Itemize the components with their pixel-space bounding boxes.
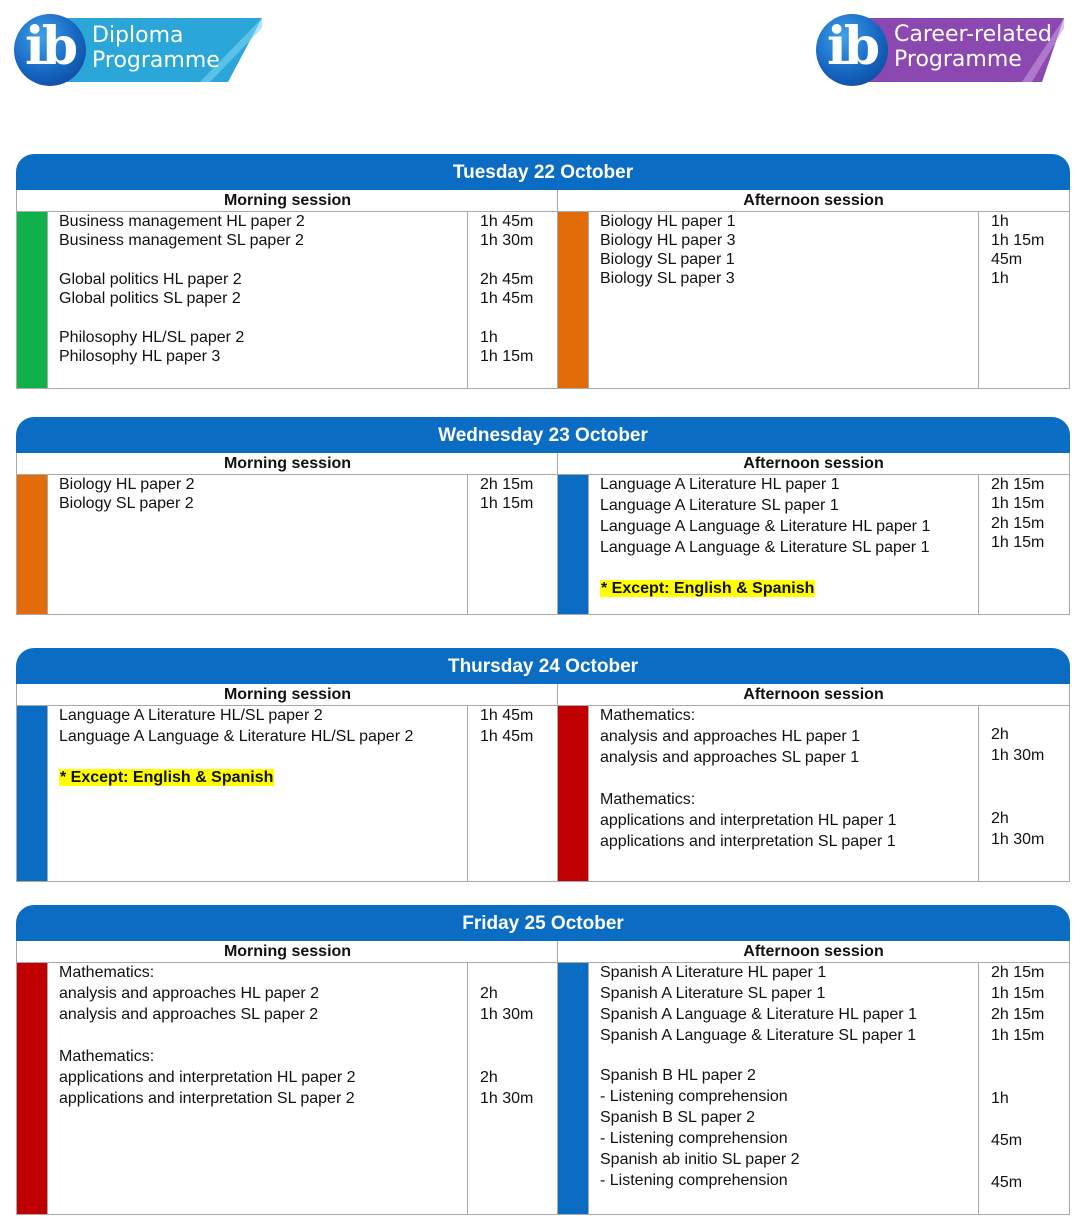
duration: 1h 45m [480,290,534,307]
subject-line: Language A Language & Literature HL/SL paper 2 [59,728,414,745]
day-title: Tuesday 22 October [16,154,1070,190]
subject-line: applications and interpretation HL paper 2 [59,1069,356,1086]
day-table [16,684,1070,882]
subject-line: Philosophy HL/SL paper 2 [59,329,245,346]
except-note [600,579,815,599]
divider [978,475,979,614]
subject-line: Biology HL paper 1 [600,213,736,230]
subject-line: Global politics HL paper 2 [59,271,242,288]
subject-line: Philosophy HL paper 3 [59,348,221,365]
subject-line: Biology SL paper 2 [59,495,194,512]
duration: 1h 30m [480,1090,534,1107]
afternoon-session-header: Afternoon session [558,684,1069,706]
divider [978,963,979,1214]
logo-line-2: Programme [894,47,1022,72]
diploma-programme-logo [14,12,262,90]
duration: 2h 15m [480,476,534,493]
duration: 1h 15m [991,495,1045,512]
duration: 1h 45m [480,213,534,230]
subject-line: Spanish A Language & Literature SL paper 1 [600,1027,917,1044]
day-title: Thursday 24 October [16,648,1070,684]
divider [588,212,589,388]
logo-line-1: Diploma [92,23,184,48]
highlighted-note: * Except: English & Spanish [601,580,815,597]
subject-line: - Listening comprehension [600,1088,788,1105]
subject-line: Mathematics: [59,1048,155,1065]
subject-line: Spanish A Literature SL paper 1 [600,985,826,1002]
ib-logo-circle: ib [816,14,888,86]
subject-line: Language A Literature SL paper 1 [600,497,839,514]
logo-line-1: Career-related [894,22,1052,47]
duration: 1h 15m [991,232,1045,249]
duration: 1h 30m [991,831,1045,848]
duration: 1h [991,1090,1009,1107]
day-title: Friday 25 October [16,905,1070,941]
subject-line: Mathematics: [59,964,155,981]
duration: 1h 15m [480,495,534,512]
day-table [16,453,1070,615]
subject-line: Language A Literature HL/SL paper 2 [59,707,323,724]
duration: 1h [991,213,1009,230]
subject-line: Biology SL paper 1 [600,251,735,268]
duration: 45m [991,1132,1023,1149]
divider [588,475,589,614]
subject-line: Business management HL paper 2 [59,213,305,230]
afternoon-session-header: Afternoon session [558,453,1069,475]
subject-line: - Listening comprehension [600,1130,788,1147]
day-table [16,941,1070,1215]
day-table [16,190,1070,389]
duration: 1h 15m [991,534,1045,551]
duration: 1h 45m [480,728,534,745]
day-title: Wednesday 23 October [16,417,1070,453]
subject-line: Biology HL paper 3 [600,232,736,249]
morning-subject-color-bar [17,963,47,1214]
subject-line: Spanish B HL paper 2 [600,1067,756,1084]
subject-line: Language A Language & Literature HL paper 1 [600,518,931,535]
duration: 2h [991,810,1009,827]
subject-line: Spanish A Language & Literature HL paper 1 [600,1006,917,1023]
logo-line-2: Programme [92,48,220,73]
divider [47,475,48,614]
subject-line: Language A Literature HL paper 1 [600,476,840,493]
day-block-wednesday [16,417,1070,615]
divider [467,706,468,881]
morning-session-header: Morning session [17,941,558,963]
divider [467,963,468,1214]
afternoon-session-header: Afternoon session [558,941,1069,963]
subject-line: Business management SL paper 2 [59,232,304,249]
duration: 1h 30m [991,747,1045,764]
morning-session-header: Morning session [17,453,558,475]
afternoon-subject-color-bar [558,212,588,388]
subject-line: applications and interpretation HL paper 1 [600,812,897,829]
subject-line: Biology SL paper 3 [600,270,735,287]
duration: 2h 15m [991,964,1045,981]
duration: 1h 30m [480,1006,534,1023]
subject-line: Mathematics: [600,791,696,808]
duration: 2h 15m [991,1006,1045,1023]
duration: 1h [991,270,1009,287]
divider [978,212,979,388]
subject-line: analysis and approaches SL paper 1 [600,749,860,766]
career-related-programme-logo [816,12,1066,90]
duration: 2h [480,1069,498,1086]
subject-line: analysis and approaches HL paper 2 [59,985,320,1002]
subject-line: applications and interpretation SL paper 1 [600,833,896,850]
afternoon-subject-color-bar [558,706,588,881]
divider [47,212,48,388]
duration: 45m [991,1174,1023,1191]
divider [588,963,589,1214]
subject-line: Mathematics: [600,707,696,724]
duration: 1h 15m [991,985,1045,1002]
subject-line: applications and interpretation SL paper 2 [59,1090,355,1107]
morning-session-header: Morning session [17,190,558,212]
subject-line: Language A Language & Literature SL paper 1 [600,539,930,556]
duration: 1h 30m [480,232,534,249]
except-note [59,768,274,788]
morning-subject-color-bar [17,475,47,614]
divider [467,212,468,388]
divider [47,706,48,881]
subject-line: analysis and approaches SL paper 2 [59,1006,319,1023]
afternoon-subject-color-bar [558,475,588,614]
duration: 45m [991,251,1023,268]
duration: 2h [480,985,498,1002]
duration: 2h 45m [480,271,534,288]
subject-line: Global politics SL paper 2 [59,290,241,307]
day-block-thursday [16,648,1070,882]
day-block-tuesday [16,154,1070,389]
highlighted-note: * Except: English & Spanish [60,769,274,786]
divider [588,706,589,881]
morning-subject-color-bar [17,212,47,388]
subject-line: analysis and approaches HL paper 1 [600,728,861,745]
morning-session-header: Morning session [17,684,558,706]
afternoon-session-header: Afternoon session [558,190,1069,212]
subject-line: Biology HL paper 2 [59,476,195,493]
duration: 2h [991,726,1009,743]
day-block-friday [16,905,1070,1215]
duration: 1h 15m [480,348,534,365]
subject-line: Spanish ab initio SL paper 2 [600,1151,800,1168]
duration: 1h 45m [480,707,534,724]
duration: 2h 15m [991,515,1045,532]
divider [467,475,468,614]
duration: 1h [480,329,498,346]
divider [47,963,48,1214]
subject-line: - Listening comprehension [600,1172,788,1189]
divider [978,706,979,881]
ib-logo-circle: ib [14,14,86,86]
subject-line: Spanish B SL paper 2 [600,1109,756,1126]
subject-line: Spanish A Literature HL paper 1 [600,964,827,981]
duration: 1h 15m [991,1027,1045,1044]
afternoon-subject-color-bar [558,963,588,1214]
morning-subject-color-bar [17,706,47,881]
duration: 2h 15m [991,476,1045,493]
